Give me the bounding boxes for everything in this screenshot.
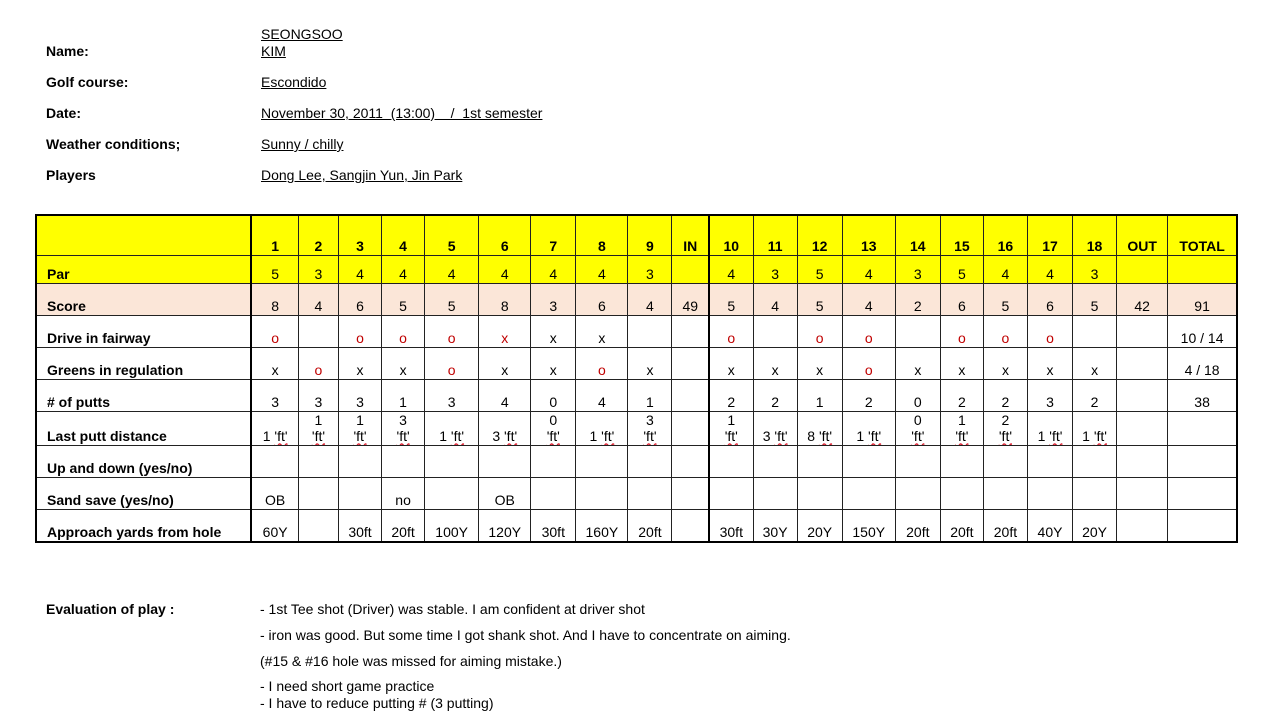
- evaluation-line: - 1st Tee shot (Driver) was stable. I am confident at driver shot: [260, 601, 645, 617]
- putt-distance-number: 2: [1001, 411, 1010, 428]
- table-cell: 120Y: [479, 509, 531, 542]
- table-cell: [895, 315, 940, 347]
- column-header: 12: [797, 215, 842, 255]
- table-cell: [1117, 315, 1168, 347]
- putt-distance-unit: 'ft': [643, 427, 657, 444]
- table-cell: 100Y: [425, 509, 479, 542]
- table-row: [36, 255, 1237, 283]
- table-cell: 5: [983, 283, 1027, 315]
- row-label: # of putts: [36, 379, 251, 411]
- putt-distance-number: 1: [589, 427, 598, 444]
- table-cell: 5: [709, 283, 753, 315]
- column-header: 7: [531, 215, 576, 255]
- table-cell: x: [1073, 347, 1117, 379]
- table-row: [36, 445, 1237, 477]
- table-cell: 8: [251, 283, 298, 315]
- table-cell: x: [1027, 347, 1072, 379]
- table-cell: 3: [251, 379, 298, 411]
- putt-distance-number: 0: [913, 411, 922, 428]
- date-value: November 30, 2011 (13:00) / 1st semester: [261, 105, 543, 121]
- table-cell: [298, 411, 338, 445]
- table-cell: [576, 411, 628, 445]
- table-cell: [298, 477, 338, 509]
- table-cell: 4: [983, 255, 1027, 283]
- name-line1: SEONGSOO: [261, 26, 343, 42]
- row-label: Par: [36, 255, 251, 283]
- table-cell: [940, 411, 983, 445]
- table-cell: [1117, 477, 1168, 509]
- putt-distance-number: 1: [439, 427, 448, 444]
- table-cell: o: [576, 347, 628, 379]
- table-cell: [672, 315, 709, 347]
- table-cell: 30ft: [709, 509, 753, 542]
- table-cell: [1117, 347, 1168, 379]
- table-cell: [1027, 411, 1072, 445]
- table-cell: 0: [531, 379, 576, 411]
- table-cell: [940, 445, 983, 477]
- putt-distance-unit: 'ft': [774, 427, 788, 444]
- table-cell: [672, 379, 709, 411]
- evaluation-line: - iron was good. But some time I got shank shot. And I have to concentrate on aiming.: [260, 627, 791, 643]
- table-cell: o: [842, 347, 895, 379]
- table-cell: 1: [382, 379, 425, 411]
- table-cell: 0: [895, 379, 940, 411]
- table-cell: [842, 445, 895, 477]
- table-cell: [382, 411, 425, 445]
- name-label: Name:: [46, 43, 89, 59]
- table-cell: [628, 445, 672, 477]
- table-cell: x: [628, 347, 672, 379]
- table-cell: [1073, 445, 1117, 477]
- name-value: [261, 26, 343, 60]
- table-cell: x: [479, 315, 531, 347]
- table-cell: [576, 445, 628, 477]
- table-cell: [576, 477, 628, 509]
- column-header: 9: [628, 215, 672, 255]
- table-cell: [338, 445, 381, 477]
- table-cell: [531, 477, 576, 509]
- table-cell: x: [753, 347, 797, 379]
- table-cell: 6: [1027, 283, 1072, 315]
- table-row: [36, 411, 1237, 445]
- putt-distance-number: 3: [492, 427, 501, 444]
- table-cell: 3: [628, 255, 672, 283]
- putt-distance-unit: 'ft': [504, 427, 518, 444]
- table-cell: 1: [797, 379, 842, 411]
- table-cell: 20Y: [797, 509, 842, 542]
- column-header: 2: [298, 215, 338, 255]
- table-cell: 2: [940, 379, 983, 411]
- table-cell: 20Y: [1073, 509, 1117, 542]
- table-cell: 150Y: [842, 509, 895, 542]
- table-cell: 20ft: [895, 509, 940, 542]
- table-cell: 5: [425, 283, 479, 315]
- putt-distance-number: 1: [856, 427, 865, 444]
- table-cell: [1073, 411, 1117, 445]
- table-cell: x: [531, 315, 576, 347]
- table-cell: 60Y: [251, 509, 298, 542]
- table-cell: 5: [251, 255, 298, 283]
- column-header: 5: [425, 215, 479, 255]
- table-cell: 6: [576, 283, 628, 315]
- table-cell: [531, 411, 576, 445]
- table-cell: [842, 477, 895, 509]
- table-cell: 8: [479, 283, 531, 315]
- putt-distance-unit: 'ft': [353, 427, 367, 444]
- table-cell: [382, 445, 425, 477]
- table-row: [36, 283, 1237, 315]
- putt-distance-unit: 'ft': [396, 427, 410, 444]
- table-cell: no: [382, 477, 425, 509]
- table-cell: 49: [672, 283, 709, 315]
- table-cell: OB: [479, 477, 531, 509]
- table-cell: [1168, 445, 1237, 477]
- putt-distance-number: 1: [1037, 427, 1046, 444]
- table-cell: o: [298, 347, 338, 379]
- players-value: Dong Lee, Sangjin Yun, Jin Park: [261, 167, 463, 183]
- table-cell: 30ft: [338, 509, 381, 542]
- table-cell: o: [251, 315, 298, 347]
- table-cell: [797, 445, 842, 477]
- table-cell: x: [895, 347, 940, 379]
- table-cell: [753, 477, 797, 509]
- table-cell: [895, 477, 940, 509]
- table-cell: [251, 411, 298, 445]
- table-cell: 4: [628, 283, 672, 315]
- table-cell: 6: [338, 283, 381, 315]
- putt-distance-number: 1: [727, 411, 736, 428]
- table-cell: x: [983, 347, 1027, 379]
- row-label: Greens in regulation: [36, 347, 251, 379]
- evaluation-label: Evaluation of play :: [46, 601, 175, 617]
- table-cell: [425, 477, 479, 509]
- table-cell: [672, 445, 709, 477]
- column-header: 10: [709, 215, 753, 255]
- table-cell: o: [1027, 315, 1072, 347]
- table-cell: [1168, 509, 1237, 542]
- table-cell: 4: [338, 255, 381, 283]
- table-cell: [1027, 477, 1072, 509]
- putt-distance-unit: 'ft': [601, 427, 615, 444]
- table-cell: [338, 411, 381, 445]
- column-header: 4: [382, 215, 425, 255]
- table-cell: x: [479, 347, 531, 379]
- table-cell: [753, 315, 797, 347]
- table-cell: 2: [1073, 379, 1117, 411]
- table-cell: 40Y: [1027, 509, 1072, 542]
- table-cell: 4: [576, 379, 628, 411]
- table-cell: 5: [797, 255, 842, 283]
- table-cell: x: [709, 347, 753, 379]
- table-cell: 5: [1073, 283, 1117, 315]
- table-cell: 4: [298, 283, 338, 315]
- column-header: 14: [895, 215, 940, 255]
- table-cell: 6: [940, 283, 983, 315]
- putt-distance-unit: 'ft': [274, 427, 288, 444]
- table-cell: 4: [842, 283, 895, 315]
- table-cell: [479, 411, 531, 445]
- table-cell: 3: [1073, 255, 1117, 283]
- table-cell: [672, 347, 709, 379]
- table-cell: 38: [1168, 379, 1237, 411]
- column-header: 1: [251, 215, 298, 255]
- table-cell: [709, 445, 753, 477]
- putt-distance-number: 3: [762, 427, 771, 444]
- column-header: 3: [338, 215, 381, 255]
- table-cell: [298, 315, 338, 347]
- putt-distance-unit: 'ft': [868, 427, 882, 444]
- table-cell: 2: [983, 379, 1027, 411]
- table-cell: [895, 411, 940, 445]
- table-cell: 2: [842, 379, 895, 411]
- putt-distance-number: 1: [262, 427, 271, 444]
- table-cell: [672, 255, 709, 283]
- table-cell: 42: [1117, 283, 1168, 315]
- column-header: 17: [1027, 215, 1072, 255]
- table-cell: x: [940, 347, 983, 379]
- column-header: 15: [940, 215, 983, 255]
- putt-distance-number: 3: [646, 411, 654, 428]
- table-cell: [1168, 477, 1237, 509]
- table-cell: [983, 411, 1027, 445]
- putt-distance-unit: 'ft': [1093, 427, 1107, 444]
- table-cell: [628, 477, 672, 509]
- table-cell: [940, 477, 983, 509]
- table-cell: 4: [842, 255, 895, 283]
- scorecard-table: [35, 214, 1238, 543]
- table-cell: x: [251, 347, 298, 379]
- column-header: 8: [576, 215, 628, 255]
- evaluation-line: - I need short game practice: [260, 678, 435, 694]
- table-cell: o: [425, 347, 479, 379]
- table-cell: o: [425, 315, 479, 347]
- putt-distance-unit: 'ft': [818, 427, 833, 444]
- table-cell: [983, 477, 1027, 509]
- table-cell: o: [338, 315, 381, 347]
- table-cell: o: [382, 315, 425, 347]
- table-cell: 20ft: [983, 509, 1027, 542]
- table-cell: [672, 411, 709, 445]
- table-cell: [895, 445, 940, 477]
- table-cell: [672, 477, 709, 509]
- table-cell: 4: [709, 255, 753, 283]
- header-blank-cell: [36, 215, 251, 255]
- table-cell: [425, 411, 479, 445]
- table-cell: [672, 509, 709, 542]
- putt-distance-unit: 'ft': [546, 427, 560, 444]
- course-label: Golf course:: [46, 74, 129, 90]
- table-cell: o: [842, 315, 895, 347]
- table-cell: 4: [531, 255, 576, 283]
- table-cell: 3: [531, 283, 576, 315]
- putt-distance-unit: 'ft': [955, 427, 969, 444]
- table-cell: [797, 477, 842, 509]
- putt-distance-unit: 'ft': [911, 427, 925, 444]
- putt-distance-number: 1: [314, 411, 323, 428]
- table-cell: [1117, 255, 1168, 283]
- putt-distance-number: 8: [807, 427, 816, 444]
- evaluation-line: (#15 & #16 hole was missed for aiming mistake.): [260, 653, 562, 669]
- header-row: [36, 215, 1237, 255]
- putt-distance-number: 1: [1082, 427, 1090, 444]
- table-cell: 10 / 14: [1168, 315, 1237, 347]
- putt-distance-unit: 'ft': [998, 427, 1012, 444]
- putt-distance-number: 1: [356, 411, 364, 428]
- table-cell: x: [382, 347, 425, 379]
- column-header: OUT: [1117, 215, 1168, 255]
- table-cell: [1027, 445, 1072, 477]
- table-cell: [251, 445, 298, 477]
- table-cell: 5: [382, 283, 425, 315]
- table-cell: 4: [479, 379, 531, 411]
- column-header: 6: [479, 215, 531, 255]
- table-cell: [753, 445, 797, 477]
- table-cell: [1168, 255, 1237, 283]
- table-cell: [628, 411, 672, 445]
- table-cell: x: [797, 347, 842, 379]
- course-value: Escondido: [261, 74, 327, 90]
- table-cell: o: [797, 315, 842, 347]
- table-cell: 4: [753, 283, 797, 315]
- name-line2: KIM: [261, 43, 286, 59]
- table-cell: 30ft: [531, 509, 576, 542]
- table-cell: [1168, 411, 1237, 445]
- table-cell: [709, 411, 753, 445]
- table-cell: 2: [895, 283, 940, 315]
- table-cell: x: [576, 315, 628, 347]
- table-cell: [1117, 509, 1168, 542]
- column-header: 13: [842, 215, 895, 255]
- table-cell: [425, 445, 479, 477]
- table-cell: [797, 411, 842, 445]
- table-cell: 30Y: [753, 509, 797, 542]
- table-cell: [753, 411, 797, 445]
- table-cell: [298, 445, 338, 477]
- table-cell: [479, 445, 531, 477]
- row-label: Up and down (yes/no): [36, 445, 251, 477]
- table-cell: 4: [382, 255, 425, 283]
- table-row: [36, 379, 1237, 411]
- table-cell: 20ft: [940, 509, 983, 542]
- putt-distance-unit: 'ft': [311, 427, 326, 444]
- table-cell: o: [983, 315, 1027, 347]
- table-cell: [1117, 411, 1168, 445]
- table-cell: [338, 477, 381, 509]
- table-cell: 4: [1027, 255, 1072, 283]
- column-header: 11: [753, 215, 797, 255]
- table-cell: 3: [1027, 379, 1072, 411]
- table-cell: 3: [425, 379, 479, 411]
- row-label: Sand save (yes/no): [36, 477, 251, 509]
- table-cell: x: [338, 347, 381, 379]
- table-row: [36, 477, 1237, 509]
- table-cell: [1073, 477, 1117, 509]
- column-header: 18: [1073, 215, 1117, 255]
- table-cell: 3: [298, 255, 338, 283]
- table-cell: 2: [709, 379, 753, 411]
- weather-label: Weather conditions;: [46, 136, 181, 152]
- table-cell: o: [940, 315, 983, 347]
- table-row: [36, 347, 1237, 379]
- weather-value: Sunny / chilly: [261, 136, 344, 152]
- putt-distance-number: 0: [549, 411, 558, 428]
- table-cell: 5: [940, 255, 983, 283]
- table-cell: x: [531, 347, 576, 379]
- table-cell: 1: [628, 379, 672, 411]
- table-row: [36, 509, 1237, 542]
- putt-distance-number: 1: [957, 411, 966, 428]
- table-cell: [1117, 445, 1168, 477]
- date-label: Date:: [46, 105, 82, 121]
- table-cell: 20ft: [628, 509, 672, 542]
- table-cell: 4 / 18: [1168, 347, 1237, 379]
- evaluation-line: - I have to reduce putting # (3 putting): [260, 695, 494, 711]
- table-cell: [1117, 379, 1168, 411]
- row-label: Last putt distance: [36, 411, 251, 445]
- players-label: Players: [46, 167, 96, 183]
- table-cell: [1073, 315, 1117, 347]
- table-cell: 20ft: [382, 509, 425, 542]
- table-cell: 3: [895, 255, 940, 283]
- table-cell: 4: [425, 255, 479, 283]
- column-header: IN: [672, 215, 709, 255]
- table-cell: 91: [1168, 283, 1237, 315]
- table-cell: [983, 445, 1027, 477]
- table-cell: 4: [479, 255, 531, 283]
- row-label: Drive in fairway: [36, 315, 251, 347]
- putt-distance-unit: 'ft': [1049, 427, 1063, 444]
- row-label: Approach yards from hole: [36, 509, 251, 542]
- table-cell: 3: [298, 379, 338, 411]
- column-header: TOTAL: [1168, 215, 1237, 255]
- table-cell: [531, 445, 576, 477]
- table-row: [36, 315, 1237, 347]
- table-cell: 3: [753, 255, 797, 283]
- table-cell: o: [709, 315, 753, 347]
- table-cell: 3: [338, 379, 381, 411]
- column-header: 16: [983, 215, 1027, 255]
- table-cell: [298, 509, 338, 542]
- table-cell: 160Y: [576, 509, 628, 542]
- table-cell: 4: [576, 255, 628, 283]
- putt-distance-unit: 'ft': [450, 427, 465, 444]
- putt-distance-unit: 'ft': [724, 427, 738, 444]
- putt-distance-number: 3: [399, 411, 407, 428]
- table-cell: [628, 315, 672, 347]
- table-cell: 2: [753, 379, 797, 411]
- row-label: Score: [36, 283, 251, 315]
- table-cell: [842, 411, 895, 445]
- table-cell: [709, 477, 753, 509]
- table-cell: 5: [797, 283, 842, 315]
- table-cell: OB: [251, 477, 298, 509]
